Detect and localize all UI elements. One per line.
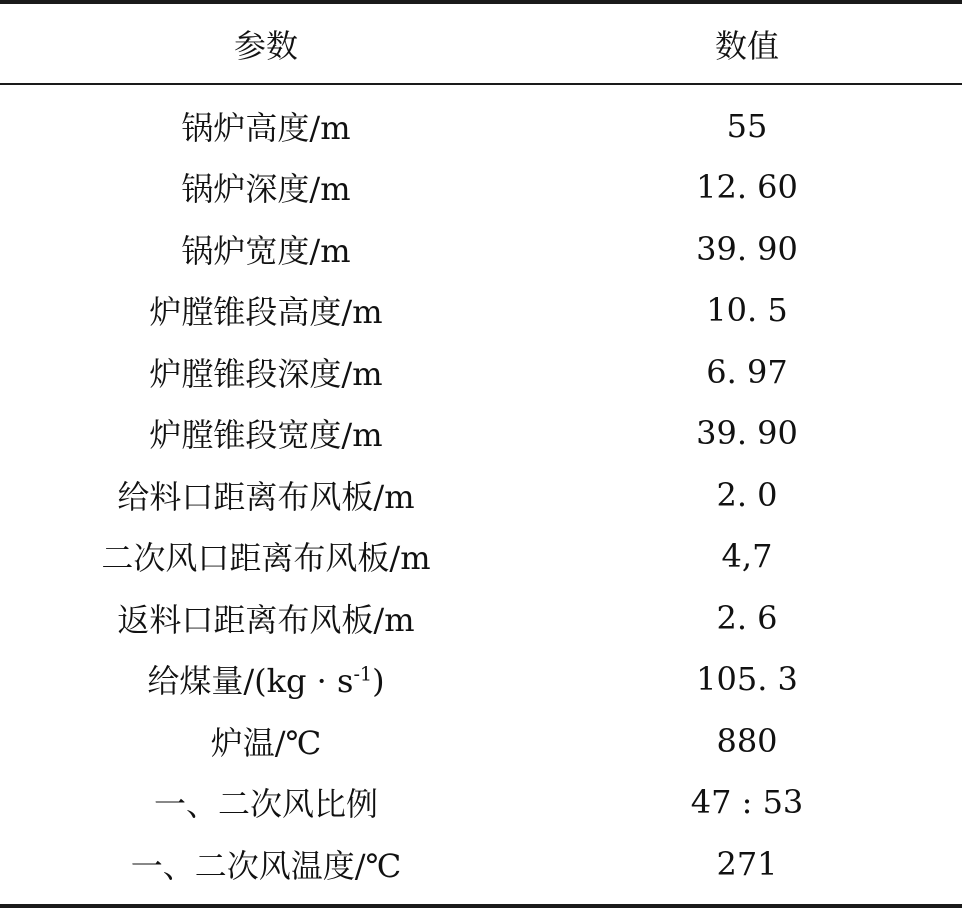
value-cell: 6. 97 xyxy=(706,352,788,391)
value-cell: 39. 90 xyxy=(696,229,798,268)
value-cell: 2. 6 xyxy=(716,598,778,637)
param-cell: 锅炉高度/m xyxy=(181,108,351,147)
param-cell: 一、二次风温度/℃ xyxy=(130,846,402,885)
param-suffix: ) xyxy=(372,662,385,701)
value-cell: 55 xyxy=(726,106,768,145)
value-cell: 39. 90 xyxy=(696,414,798,453)
param-cell: 二次风口距离布风板/m xyxy=(101,539,431,578)
value-cell: 2. 0 xyxy=(716,475,778,514)
table-row xyxy=(0,710,962,772)
param-cell: 锅炉宽度/m xyxy=(181,231,351,270)
table-bottom-rule xyxy=(0,904,962,908)
table-row xyxy=(0,526,962,588)
value-cell: 4,7 xyxy=(721,537,773,576)
param-cell: 炉膛锥段高度/m xyxy=(149,293,383,332)
table-row xyxy=(0,772,962,834)
param-cell: 炉膛锥段深度/m xyxy=(149,354,383,393)
table-row xyxy=(0,95,962,157)
table-row xyxy=(0,587,962,649)
value-cell: 271 xyxy=(716,844,778,883)
param-cell: 返料口距离布风板/m xyxy=(117,600,415,639)
table-row xyxy=(0,218,962,280)
param-cell: 炉膛锥段宽度/m xyxy=(149,416,383,455)
table-row xyxy=(0,341,962,403)
value-cell: 47 : 53 xyxy=(690,783,804,822)
param-superscript: -1 xyxy=(353,662,373,686)
table-row xyxy=(0,649,962,711)
table-header-row xyxy=(0,4,962,83)
value-cell: 12. 60 xyxy=(696,168,798,207)
param-cell xyxy=(0,656,532,702)
table-row xyxy=(0,280,962,342)
table-row xyxy=(0,464,962,526)
value-cell: 10. 5 xyxy=(706,291,788,330)
param-prefix: 给煤量/(kg · s xyxy=(147,662,354,701)
table-row xyxy=(0,157,962,219)
table-header-rule xyxy=(0,83,962,85)
param-cell: 炉温/℃ xyxy=(210,723,322,762)
value-cell: 880 xyxy=(716,721,778,760)
param-cell: 给料口距离布风板/m xyxy=(117,477,415,516)
param-cell: 锅炉深度/m xyxy=(181,170,351,209)
value-cell: 105. 3 xyxy=(696,660,798,699)
table-row xyxy=(0,833,962,895)
header-value: 数值 xyxy=(714,26,779,65)
table-row xyxy=(0,403,962,465)
header-param: 参数 xyxy=(233,26,298,65)
table-body xyxy=(0,95,962,895)
param-cell: 一、二次风比例 xyxy=(153,785,378,824)
